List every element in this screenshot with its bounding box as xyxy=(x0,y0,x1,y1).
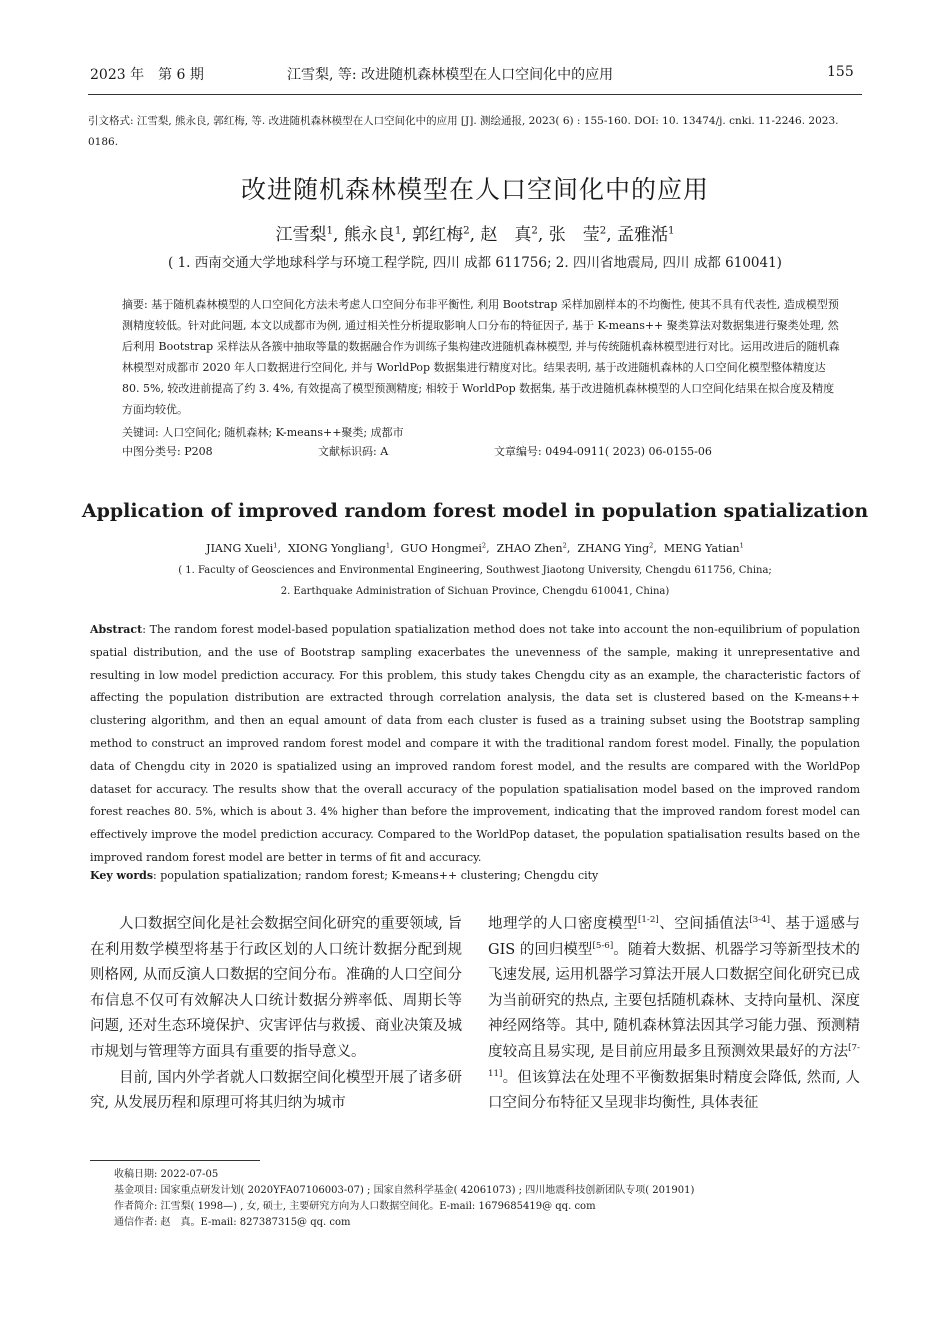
abstract-en-label: Abstract xyxy=(90,623,143,636)
body-column-left xyxy=(90,912,462,1117)
citation-ref: [7-11] xyxy=(488,1043,860,1079)
author-cn: 熊永良$^1$ xyxy=(343,225,402,245)
author-cn: 赵 真$^2$ xyxy=(480,225,538,245)
body-paragraph: 地理学的人口密度模型[1-2]、空间插值法[3-4]、基于遥感与 GIS 的回归模型[5-6]。随着大数据、机器学习等新型技术的飞速发展, 运用机器学习算法开展人口数据空间化研究已成为当前研究的热点, 主要包括随机森林、支持向量机、深度神经网络等。其中, 随机森林算法因其学习能力强、预测精度较高且易实现, 是目前应用最多且预测效果最好的方法[7-11]。但该算法在处理不平衡数据集时精度会降低, 然而, 人口空间分布特征又呈现非均衡性, 具体表征 xyxy=(488,915,861,1112)
citation-ref: [5-6] xyxy=(592,940,614,951)
keywords-en-label: Key words xyxy=(90,869,154,882)
keywords-cn-label: 关键词: xyxy=(122,426,159,439)
article-number: 文章编号: 0494-0911( 2023) 06-0155-06 xyxy=(494,445,712,458)
abstract-cn-label: 摘要: xyxy=(122,298,148,311)
footnotes xyxy=(114,1167,854,1231)
body-column-right xyxy=(488,912,860,1117)
author-en: JIANG Xueli$^1$ xyxy=(206,541,278,555)
footnote-received: 收稿日期: 2022-07-05 xyxy=(114,1169,219,1180)
issue-label: 2023 年 第 6 期 xyxy=(90,67,204,83)
author-en: GUO Hongmei$^2$ xyxy=(400,541,487,555)
citation: 引文格式: 江雪梨, 熊永良, 郭红梅, 等. 改进随机森林模型在人口空间化中的应用 [J]. 测绘通报, 2023( 6) : 155-160. DOI: 10. 13474/j. cnki. 11-2246. 2023. 0186. xyxy=(88,115,839,148)
keywords-en xyxy=(90,869,860,882)
keywords-cn-text: 人口空间化; 随机森林; K-means++聚类; 成都市 xyxy=(158,426,404,439)
abstract-en xyxy=(90,619,860,870)
keywords-en-text: : population spatialization; random forest; K-means++ clustering; Chengdu city xyxy=(153,869,599,882)
author-cn: 江雪梨$^1$ xyxy=(275,225,333,245)
abstract-en-text: : The random forest model-based population spatialization method does not take into account the non-equilibrium of population spatial distribution, and the use of Bootstrap sampling exacerbates the unevenness of the sample, making it unrepresentative and resulting in low model prediction accuracy. For this problem, this study takes Chengdu city as an example, the characteristic factors of affecting the population distribution are extracted through correlation analysis, the data set is clustered based on the K-means++ clustering algorithm, and then an equal amount of data from each cluster is fused as a training subset using the Bootstrap sampling method to construct an improved random forest model and compare it with the traditional random forest model. Finally, the population data of Chengdu city in 2020 is spatialized using an improved random forest model, and the results are compared with the WorldPop dataset for accuracy. The results show that the overall accuracy of the population spatialisation model based on the improved random forest reaches 80. 5%, which is about 3. 4% higher than before the improvement, indicating that the improved random forest model can effectively improve the model prediction accuracy. Compared to the WorldPop dataset, the population spatialisation results based on the improved random forest model are better in terms of fit and accuracy. xyxy=(90,623,860,864)
title-cn: 改进随机森林模型在人口空间化中的应用 xyxy=(240,175,709,204)
keywords-cn xyxy=(122,422,840,443)
running-title: 江雪梨, 等: 改进随机森林模型在人口空间化中的应用 xyxy=(287,67,614,83)
abstract-cn xyxy=(122,294,840,420)
clc-number: 中图分类号: P208 xyxy=(122,445,213,458)
body-paragraph: 人口数据空间化是社会数据空间化研究的重要领域, 旨在利用数学模型将基于行政区划的人口统计数据分配到规则格网, 从而反演人口数据的空间分布。准确的人口空间分布信息不仅可有效解决人口统计数据分辨率低、周期长等问题, 还对生态环境保护、灾害评估与救援、商业决策及城市规划与管理等方面具有重要的指导意义。 xyxy=(90,916,462,1060)
footnote-corresponding: 通信作者: 赵 真。E-mail: 827387315@ qq. com xyxy=(114,1217,351,1228)
author-en: ZHAO Zhen$^2$ xyxy=(496,541,567,555)
affiliation-en-1: ( 1. Faculty of Geosciences and Environmental Engineering, Southwest Jiaotong University, Chengdu 611756, China; xyxy=(178,565,772,576)
header-rule xyxy=(88,94,862,95)
footnote-author-bio: 作者简介: 江雪梨( 1998—) , 女, 硕士, 主要研究方向为人口数据空间化。E-mail: 1679685419@ qq. com xyxy=(114,1201,596,1212)
body-paragraph: 目前, 国内外学者就人口数据空间化模型开展了诸多研究, 从发展历程和原理可将其归纳为城市 xyxy=(90,1069,462,1112)
page-number: 155 xyxy=(827,64,854,80)
document-code: 文献标识码: A xyxy=(318,445,389,458)
footnote-funding: 基金项目: 国家重点研发计划( 2020YFA07106003-07) ; 国家自然科学基金( 42061073) ; 四川地震科技创新团队专项( 201901) xyxy=(114,1185,695,1196)
author-en: XIONG Yongliang$^1$ xyxy=(287,541,391,555)
author-en: ZHANG Ying$^2$ xyxy=(577,541,654,555)
affiliation-en-2: 2. Earthquake Administration of Sichuan Province, Chengdu 610041, China) xyxy=(280,586,670,597)
title-en: Application of improved random forest model in population spatialization xyxy=(81,500,869,522)
author-cn: 郭红梅$^2$ xyxy=(412,225,470,245)
citation-ref: [3-4] xyxy=(749,915,771,926)
citation-ref: [1-2] xyxy=(637,915,659,926)
author-cn: 张 莹$^2$ xyxy=(548,225,607,245)
affiliation-cn: ( 1. 西南交通大学地球科学与环境工程学院, 四川 成都 611756; 2. 四川省地震局, 四川 成都 610041) xyxy=(168,255,782,271)
footnote-rule xyxy=(90,1160,260,1161)
author-cn: 孟雅湉$^1$ xyxy=(617,225,675,245)
abstract-cn-text: 基于随机森林模型的人口空间化方法未考虑人口空间分布非平衡性, 利用 Bootstrap 采样加剧样本的不均衡性, 使其不具有代表性, 造成模型预测精度较低。针对此问题, 本文以成都市为例, 通过相关性分析提取影响人口分布的特征因子, 基于 K-means++ 聚类算法对数据集进行聚类处理, 然后利用 Bootstrap 采样法从各簇中抽取等量的数据融合作为训练子集构建改进随机森林模型, 并与传统随机森林模型进行对比。运用改进后的随机森林模型对成都市 2020 年人口数据进行空间化, 并与 WorldPop 数据集进行精度对比。结果表明, 基于改进随机森林的人口空间化模型整体精度达 80. 5%, 较改进前提高了约 3. 4%, 有效提高了模型预测精度; 相较于 WorldPop 数据集, 基于改进随机森林模型的人口空间化结果在拟合度及精度方面均较优。 xyxy=(122,298,840,416)
authors-en: JIANG Xueli$^1$, XIONG Yongliang$^1$, GUO Hongmei$^2$, ZHAO Zhen$^2$, ZHANG Ying$^2$, MENG Yatian$^1$ xyxy=(206,541,744,555)
author-en: MENG Yatian$^1$ xyxy=(663,541,744,555)
authors-cn: 江雪梨$^1$, 熊永良$^1$, 郭红梅$^2$, 赵 真$^2$, 张 莹$^2$, 孟雅湉$^1$ xyxy=(275,225,675,245)
